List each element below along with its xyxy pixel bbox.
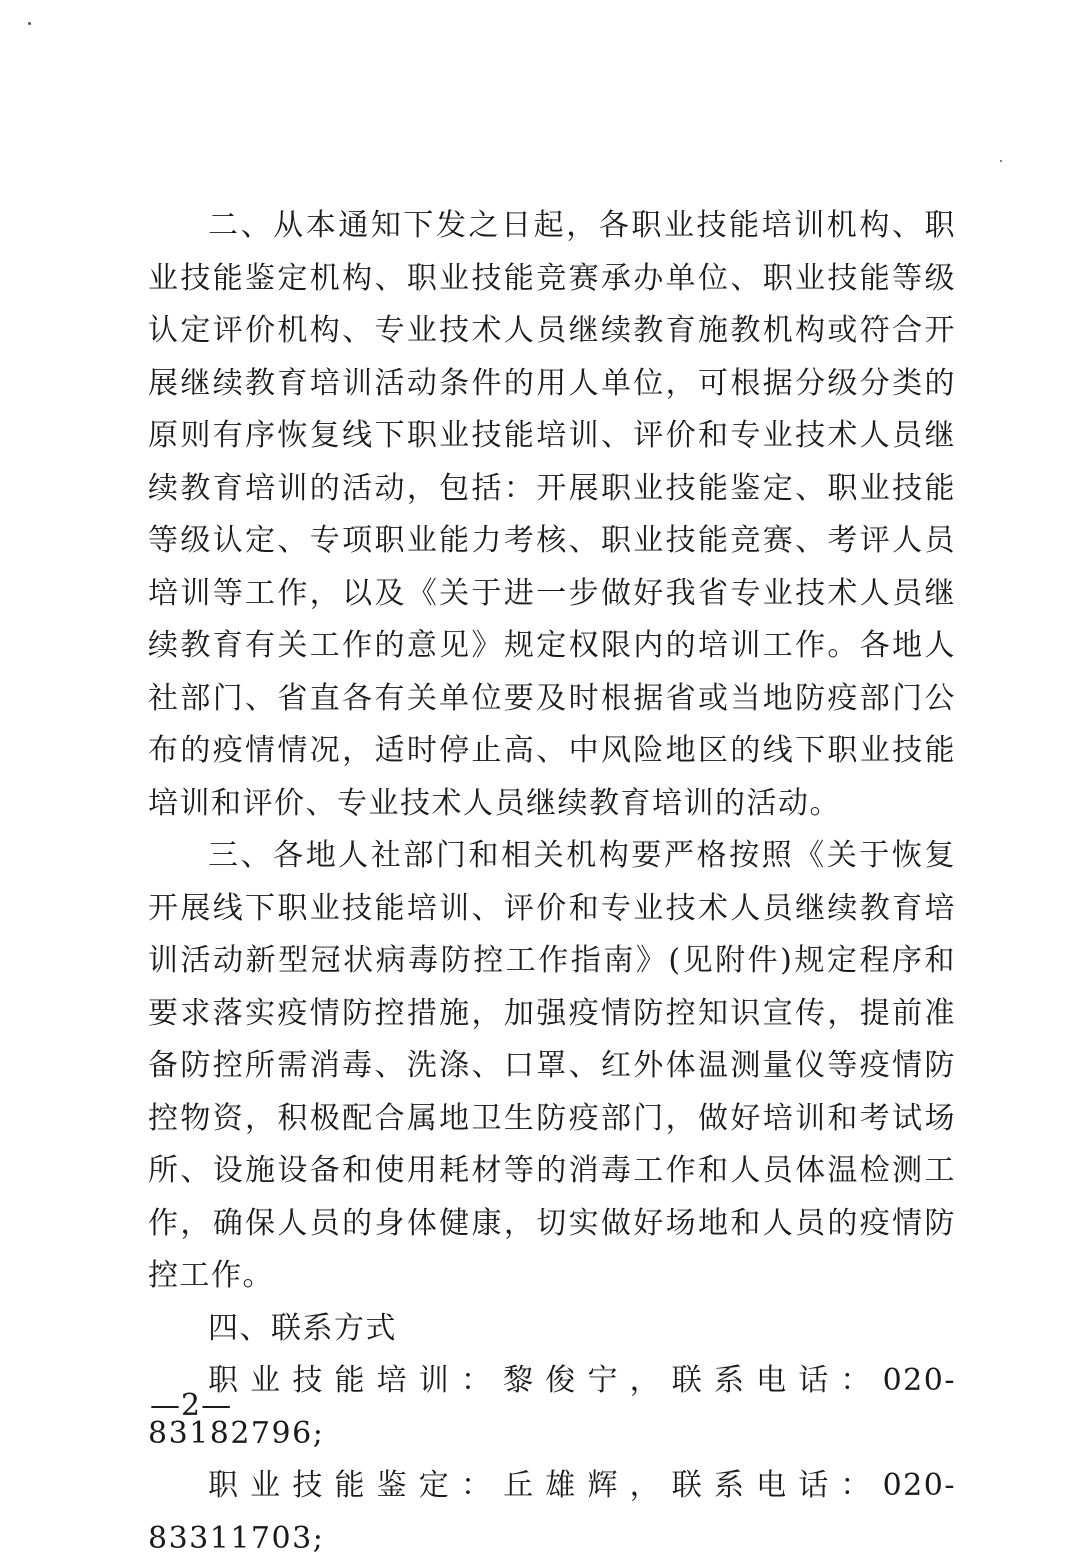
- paragraph-section-3: 三、各地人社部门和相关机构要严格按照《关于恢复开展线下职业技能培训、评价和专业技术人员继续教育培训活动新型冠状病毒防控工作指南》(见附件)规定程序和要求落实疫情防控措施，加强疫情防控知识宣传，提前准备防控所需消毒、洗涤、口罩、红外体温测量仪等疫情防控物资，积极配合属地卫生防疫部门，做好培训和考试场所、设施设备和使用耗材等的消毒工作和人员体温检测工作，确保人员的身体健康，切实做好场地和人员的疫情防控工作。: [148, 838, 956, 1293]
- scan-speck: [1000, 160, 1002, 162]
- scan-speck: [28, 22, 31, 25]
- document-body: [148, 200, 956, 1565]
- paragraph-section-2: 二、从本通知下发之日起，各职业技能培训机构、职业技能鉴定机构、职业技能竞赛承办单位、职业技能等级认定评价机构、专业技术人员继续教育施教机构或符合开展继续教育培训活动条件的用人单位，可根据分级分类的原则有序恢复线下职业技能培训、评价和专业技术人员继续教育培训的活动，包括：开展职业技能鉴定、职业技能等级认定、专项职业能力考核、职业技能竞赛、考评人员培训等工作，以及《关于进一步做好我省专业技术人员继续教育有关工作的意见》规定权限内的培训工作。各地人社部门、省直各有关单位要及时根据省或当地防疫部门公布的疫情情况，适时停止高、中风险地区的线下职业技能培训和评价、专业技术人员继续教育培训的活动。: [148, 208, 956, 821]
- contact-training: 职业技能培训：黎俊宁，联系电话：020-83182796;: [148, 1363, 956, 1451]
- heading-contact: 四、联系方式: [208, 1310, 397, 1346]
- page-number: —2—: [150, 1388, 233, 1423]
- contact-appraisal: 职业技能鉴定：丘雄辉，联系电话：020-83311703;: [148, 1468, 956, 1556]
